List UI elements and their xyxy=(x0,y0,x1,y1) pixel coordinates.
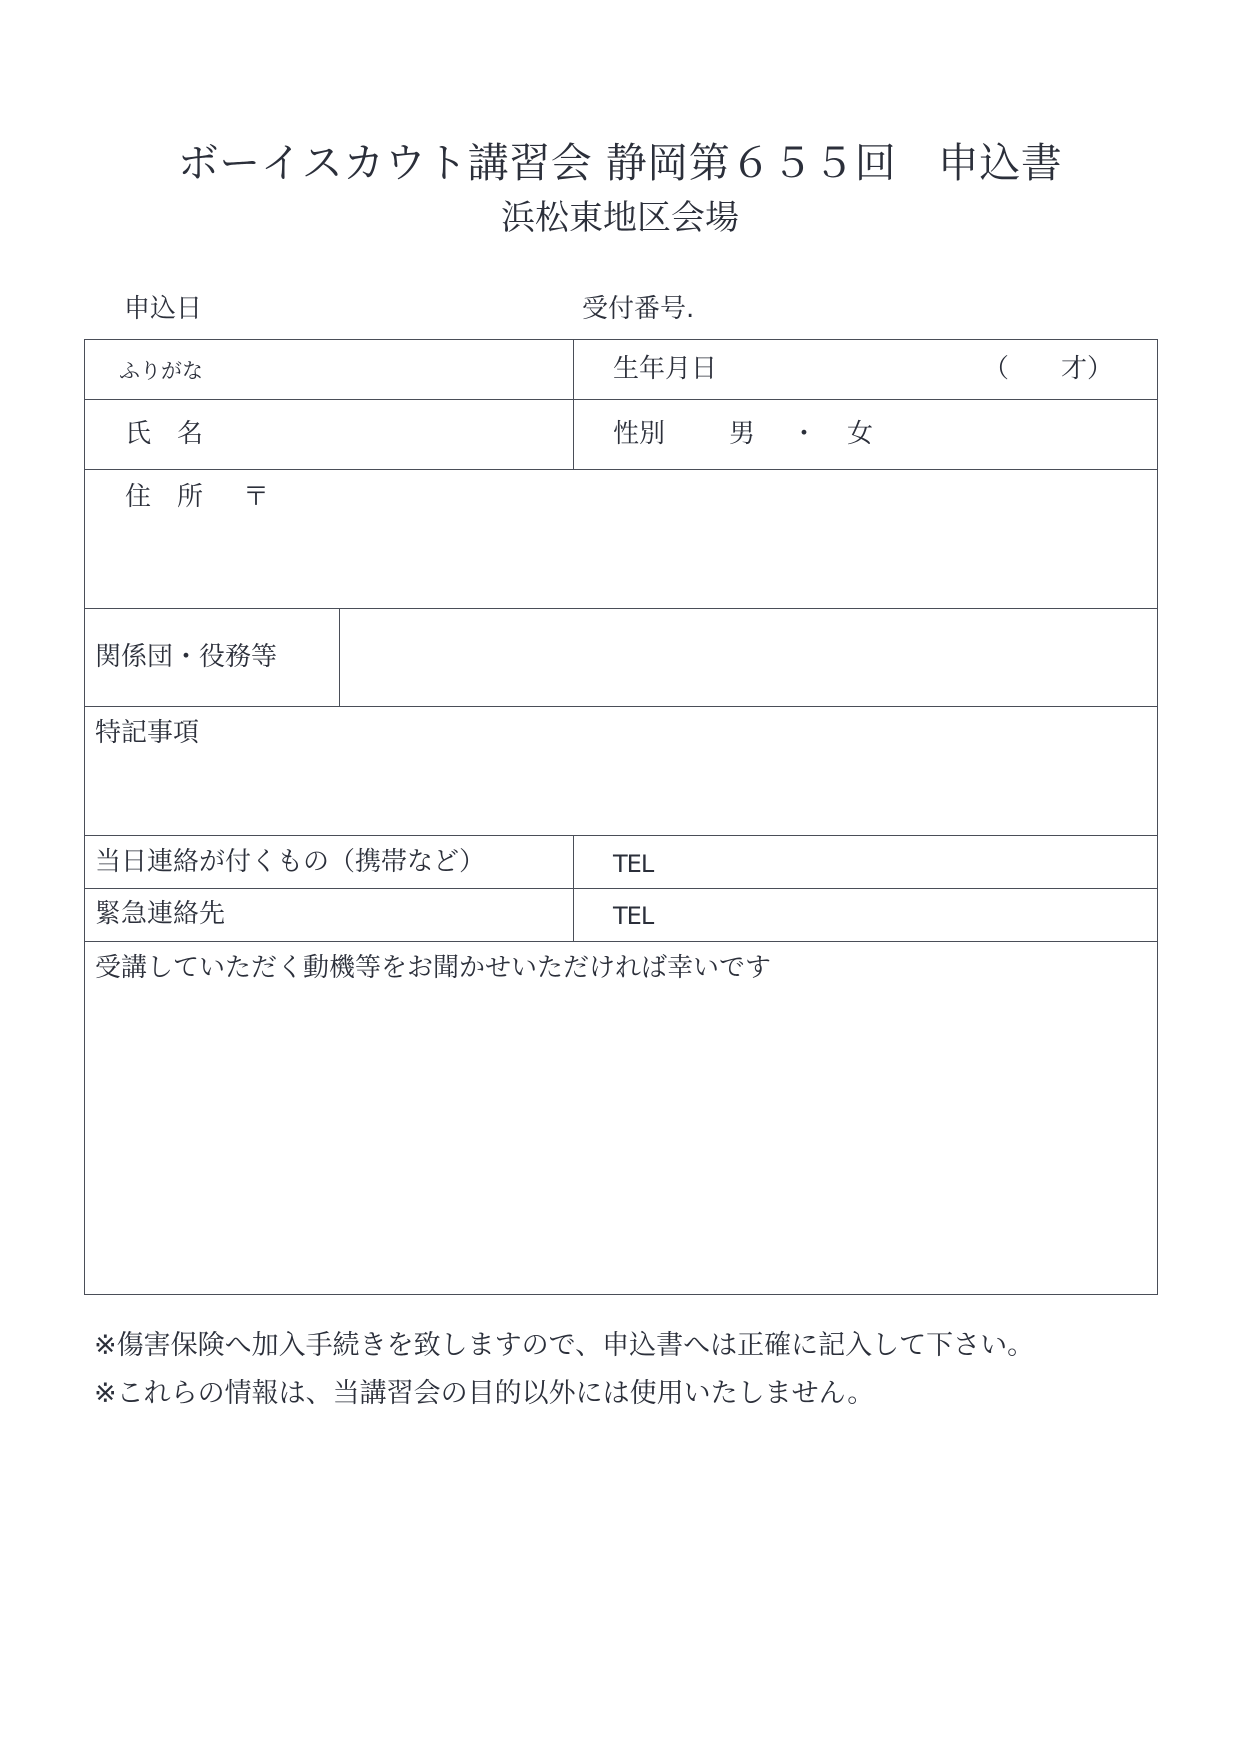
postal-mark-icon: 〒 xyxy=(243,482,270,512)
day-contact-label: 当日連絡が付くもの（携帯など） xyxy=(95,847,486,877)
name-label: 氏 名 xyxy=(125,419,204,449)
remarks-label: 特記事項 xyxy=(95,718,200,748)
application-form-table xyxy=(84,339,1158,1295)
row-divider xyxy=(85,941,1157,942)
row-divider xyxy=(85,835,1157,836)
insurance-note: ※傷害保険へ加入手続きを致しますので、申込書へは正確に記入して下さい。 xyxy=(94,1330,1035,1361)
column-divider xyxy=(339,608,340,706)
row-divider xyxy=(85,608,1157,609)
row-divider xyxy=(85,706,1157,707)
motivation-label: 受講していただく動機等をお聞かせいただければ幸いです xyxy=(95,953,772,983)
column-divider xyxy=(573,340,574,469)
gender-male-option: 男 xyxy=(729,419,756,449)
gender-separator: ・ xyxy=(791,419,818,449)
venue-subtitle: 浜松東地区会場 xyxy=(501,198,739,238)
emergency-tel-label: TEL xyxy=(613,902,654,930)
privacy-note: ※これらの情報は、当講習会の目的以外には使用いたしません。 xyxy=(94,1378,875,1409)
row-divider xyxy=(85,469,1157,470)
form-title: ボーイスカウト講習会 静岡第６５５回 申込書 xyxy=(177,139,1063,187)
emergency-contact-label: 緊急連絡先 xyxy=(95,899,226,929)
gender-label: 性別 xyxy=(613,419,666,449)
gender-female-option: 女 xyxy=(847,419,874,449)
address-label: 住 所 xyxy=(125,482,204,512)
furigana-label: ふりがな xyxy=(119,359,203,383)
birthdate-label: 生年月日 xyxy=(613,354,718,384)
column-divider xyxy=(573,835,574,941)
row-divider xyxy=(85,399,1157,400)
row-divider xyxy=(85,888,1157,889)
affiliation-label: 関係団・役務等 xyxy=(95,642,278,672)
age-label: （ 才） xyxy=(983,354,1114,384)
application-date-label: 申込日 xyxy=(124,294,203,324)
reception-number-label: 受付番号. xyxy=(582,294,695,324)
day-contact-tel-label: TEL xyxy=(613,850,654,878)
